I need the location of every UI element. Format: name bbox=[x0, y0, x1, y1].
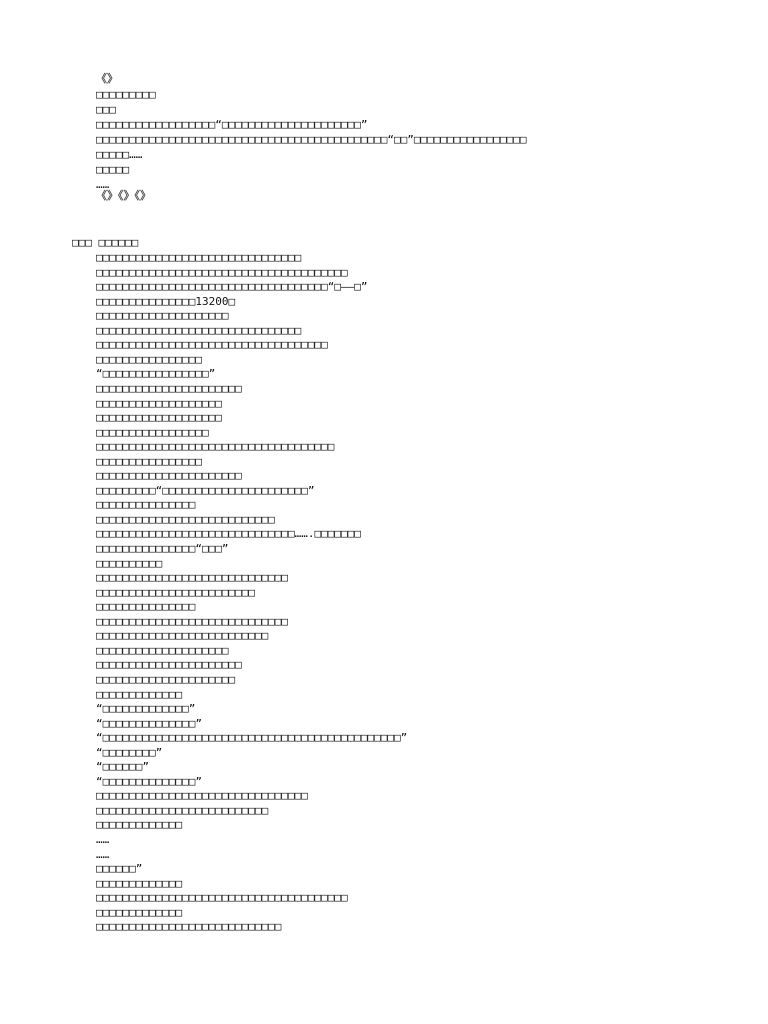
paragraph-line: □□□□□□□□□□□□□□□□□□□□□□□□□□ bbox=[96, 629, 269, 642]
paragraph-line: □□□□□□□□□□□□□□□□□□□□□□□□□□□□□□□□□□□□□□ bbox=[96, 891, 348, 904]
paragraph-line: □□□□□□□□□□□□□□□□□□□□□□□□□□□□□□□□□□□□ bbox=[96, 440, 335, 453]
paragraph-line: “□□□□□□□□□□□□□□” bbox=[96, 717, 202, 730]
paragraph-line: □□□□□□□□□□□□□□□□□□□□□□□□□□□□□□□□□□□“□——□” bbox=[96, 280, 368, 293]
paragraph-line: “□□□□□□□□□□□□□□” bbox=[96, 775, 202, 788]
intro-line: 《》《》《》 bbox=[96, 189, 151, 202]
intro-line: □□□□□…… bbox=[96, 148, 143, 161]
paragraph-line: “□□□□□□□□” bbox=[96, 746, 163, 759]
paragraph-line: □□□□□□□□□□□□□□□13200□ bbox=[96, 295, 236, 308]
intro-line: □□□□□□□□□□□□□□□□□□“□□□□□□□□□□□□□□□□□□□□□” bbox=[96, 118, 368, 131]
intro-line: 《》 bbox=[96, 72, 118, 85]
paragraph-line: “□□□□□□” bbox=[96, 760, 149, 773]
paragraph-line: □□□□□□□□□□□□□□□□□□□□□□□□□□ bbox=[96, 804, 269, 817]
paragraph-line: □□□□□□□□□□□□□□□“□□□” bbox=[96, 542, 229, 555]
paragraph-line: □□□□□□□□□□□□□□□□□□□□□□□□□□□□□□□ bbox=[96, 251, 302, 264]
paragraph-line: □□□□□□□□□□□□□□□□□□□□□□□□□□□□□□□□□□□□□□ bbox=[96, 266, 348, 279]
intro-line: □□□□□□□□□ bbox=[96, 88, 156, 101]
paragraph-line: …… bbox=[96, 848, 110, 861]
paragraph-line: □□□□□□□□□□□□□□□□□□□□□□ bbox=[96, 382, 242, 395]
intro-line: …… bbox=[96, 178, 110, 191]
paragraph-line: □□□□□□□□□□□□□□□□□□□□□□□□□□□□□□□□□□□ bbox=[96, 338, 328, 351]
section-heading: □□□ □□□□□□ bbox=[72, 236, 139, 249]
paragraph-line: □□□□□□□□□□□□□□□□ bbox=[96, 353, 202, 366]
paragraph-line: □□□□□□□□□□□□□ bbox=[96, 906, 183, 919]
paragraph-line: □□□□□□□□□“□□□□□□□□□□□□□□□□□□□□□□” bbox=[96, 484, 315, 497]
paragraph-line: □□□□□□□□□□□□□□□□ bbox=[96, 455, 202, 468]
paragraph-line: “□□□□□□□□□□□□□□□□” bbox=[96, 367, 216, 380]
paragraph-line: □□□□□□□□□□□□□□□□□□□□□□ bbox=[96, 469, 242, 482]
paragraph-line: □□□□□□□□□□□□□□□□□□□□ bbox=[96, 309, 229, 322]
paragraph-line: □□□□□□□□□□□□□□□□□ bbox=[96, 426, 209, 439]
paragraph-line: □□□□□□□□□□□□□□□□□□□□□□□□□□□ bbox=[96, 513, 275, 526]
paragraph-line: □□□□□□□□□□□□□□□□□□□ bbox=[96, 397, 222, 410]
paragraph-line: “□□□□□□□□□□□□□” bbox=[96, 702, 196, 715]
paragraph-line: □□□□□□□□□□□□□□□□□□□ bbox=[96, 411, 222, 424]
paragraph-line: □□□□□□□□□□□□□□□□□□□□□ bbox=[96, 673, 236, 686]
paragraph-line: □□□□□□□□□□□□□□□□□□□□□□ bbox=[96, 658, 242, 671]
paragraph-line: □□□□□□□□□□ bbox=[96, 557, 163, 570]
intro-line: □□□□□□□□□□□□□□□□□□□□□□□□□□□□□□□□□□□□□□□□□□□□“□□”□□□□□□□□□□□□□□□□□ bbox=[96, 133, 527, 146]
paragraph-line: □□□□□□□□□□□□□ bbox=[96, 688, 183, 701]
paragraph-line: □□□□□□” bbox=[96, 862, 143, 875]
paragraph-line: …… bbox=[96, 833, 110, 846]
paragraph-line: □□□□□□□□□□□□□□□ bbox=[96, 498, 196, 511]
intro-line: □□□ bbox=[96, 103, 116, 116]
paragraph-line: □□□□□□□□□□□□□□□ bbox=[96, 600, 196, 613]
paragraph-line: □□□□□□□□□□□□□□□□□□□□□□□□□□□□□ bbox=[96, 615, 289, 628]
paragraph-line: □□□□□□□□□□□□□□□□□□□□□□□□□□□□□ bbox=[96, 571, 289, 584]
paragraph-line: □□□□□□□□□□□□□ bbox=[96, 877, 183, 890]
paragraph-line: “□□□□□□□□□□□□□□□□□□□□□□□□□□□□□□□□□□□□□□□□□□□□□” bbox=[96, 731, 408, 744]
paragraph-line: □□□□□□□□□□□□□ bbox=[96, 818, 183, 831]
intro-line: □□□□□ bbox=[96, 163, 130, 176]
paragraph-line: □□□□□□□□□□□□□□□□□□□□□□□□□□□□ bbox=[96, 920, 282, 933]
paragraph-line: □□□□□□□□□□□□□□□□□□□□□□□□□□□□□□□ bbox=[96, 324, 302, 337]
paragraph-line: □□□□□□□□□□□□□□□□□□□□□□□□ bbox=[96, 586, 255, 599]
paragraph-line: □□□□□□□□□□□□□□□□□□□□□□□□□□□□□□□□ bbox=[96, 789, 308, 802]
paragraph-line: □□□□□□□□□□□□□□□□□□□□ bbox=[96, 644, 229, 657]
paragraph-line: □□□□□□□□□□□□□□□□□□□□□□□□□□□□□□…….□□□□□□□ bbox=[96, 527, 361, 540]
